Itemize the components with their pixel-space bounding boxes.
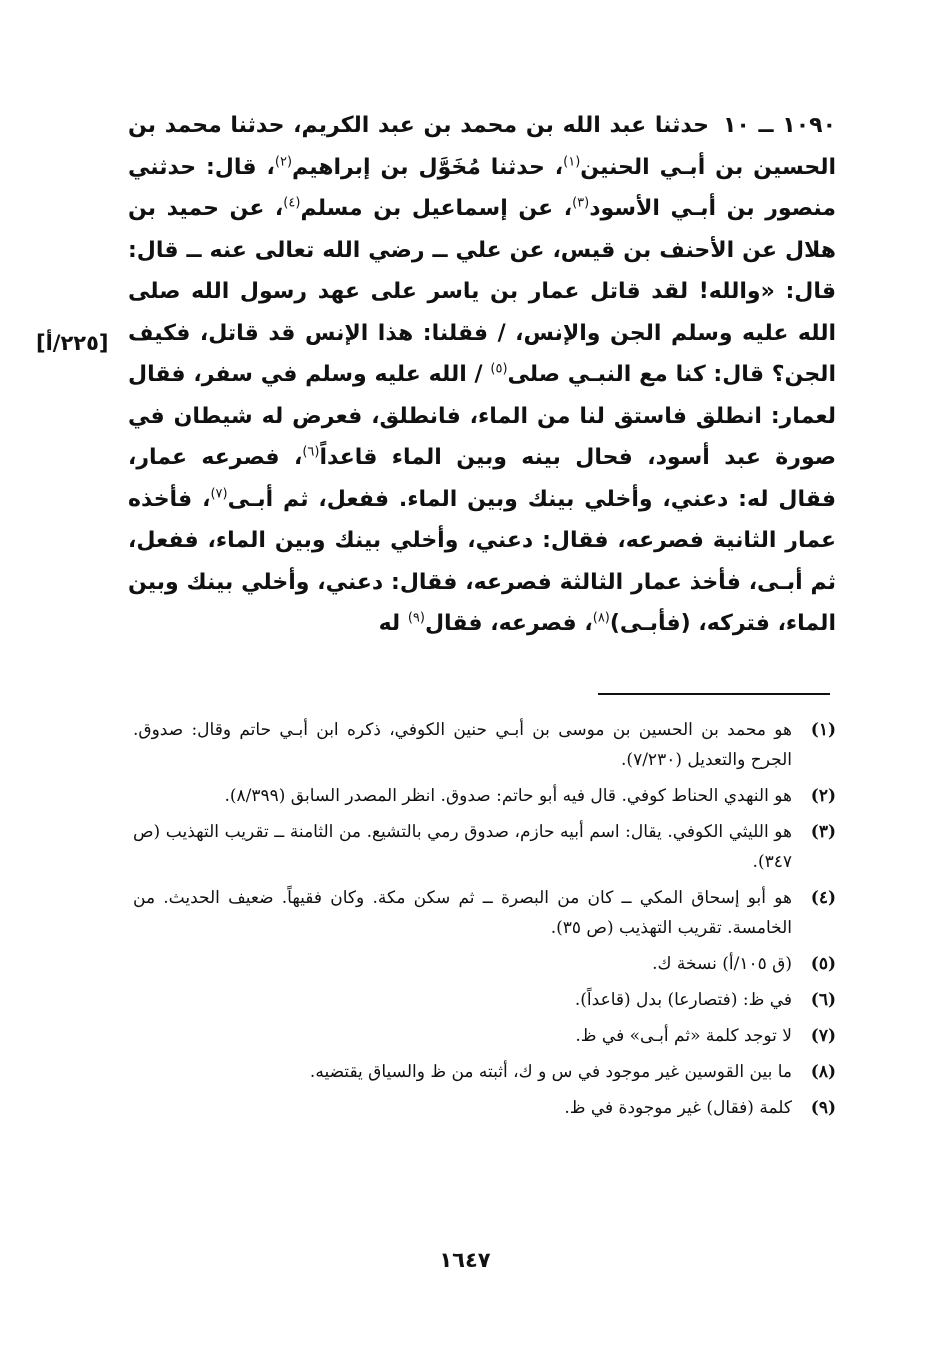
footnote-number: (١) [810, 720, 836, 740]
footnote-number: (٦) [810, 990, 836, 1010]
hadith-text-segment: / الله عليه وسلم في سفر، فقال لعمار: انطلق فاستق لنا من الماء، فانطلق، فعرض له شيطان في صورة عبد أسود، فحال بينه وبين الماء قاعداً [128, 362, 837, 470]
footnote-ref[interactable]: (٨) [592, 610, 610, 626]
footnotes-list [133, 715, 836, 1129]
hadith-text-segment: ، حدثنا مُخَوَّل بن إبراهيم [292, 154, 564, 180]
footnote-text: هو النهدي الحناط كوفي. قال فيه أبو حاتم: صدوق. انظر المصدر السابق (٨/٣٩٩). [224, 786, 792, 806]
footnote-text: ما بين القوسين غير موجود في س و ك، أثبته من ظ والسياق يقتضيه. [309, 1062, 792, 1082]
footnote-item [133, 949, 836, 979]
footnote-ref[interactable]: (٣) [572, 195, 590, 211]
footnote-item [133, 781, 836, 811]
footnote-text: في ظ: (فتصارعا) بدل (قاعداً). [574, 990, 792, 1010]
footnote-number: (٥) [810, 954, 836, 974]
footnote-ref[interactable]: (٢) [274, 154, 293, 170]
footnote-ref[interactable]: (١) [563, 154, 581, 170]
hadith-text-segment: له [378, 611, 408, 636]
footnote-item [133, 715, 836, 775]
hadith-number: ١٠٩٠ ــ ١٠ [722, 113, 837, 138]
footnote-number: (٤) [810, 888, 836, 908]
footnote-item [133, 1093, 836, 1123]
footnote-number: (٢) [810, 786, 836, 806]
footnote-text: لا توجد كلمة «ثم أبـى» في ظ. [575, 1026, 792, 1046]
footnote-item [133, 985, 836, 1015]
footnote-item [133, 817, 836, 877]
hadith-text-segment: ، عن إسماعيل بن مسلم [300, 196, 573, 221]
footnote-item [133, 883, 836, 943]
footnote-number: (٩) [810, 1098, 836, 1118]
hadith-text-segment: حدثنا عبد الله بن محمد بن عبد الكريم، حدثنا محمد بن الحسين بن أبـي الحنين [128, 113, 837, 180]
footnote-number: (٧) [810, 1026, 836, 1046]
footnote-text: هو أبو إسحاق المكي ــ كان من البصرة ــ ثم سكن مكة. وكان فقيهاً. ضعيف الحديث. من الخامسة. تقريب التهذيب (ص ٣٥). [133, 888, 792, 938]
footnote-ref[interactable]: (٧) [210, 486, 228, 502]
hadith-text-segment: ، فصرعه، فقال [424, 611, 593, 636]
hadith-text-segment: ، فصرعه عمار، فقال له: دعني، وأخلي بينك وبين الماء. ففعل، ثم أبـى [128, 445, 837, 512]
hadith-text-segment: ، قال: حدثني منصور بن أبـي الأسود [128, 154, 837, 221]
footnote-text: هو الليثي الكوفي. يقال: اسم أبيه حازم، صدوق رمي بالتشيع. من الثامنة ــ تقريب التهذيب (ص ٣٤٧). [133, 822, 792, 872]
hadith-text-segment: ، عن حميد بن هلال عن الأحنف بن قيس، عن علي ــ رضي الله تعالى عنه ــ قال: قال: «والله! لقد قاتل عمار بن ياسر على عهد رسول الله صلى الله عليه وسلم الجن والإنس، / فقلنا: هذا الإنس قد قاتل، فكيف الجن؟ قال: كنا مع النبـي صلى [128, 196, 836, 387]
manuscript-folio-marker: [٢٢٥/أ] [36, 331, 109, 355]
footnote-number: (٣) [810, 822, 836, 842]
footnote-text: كلمة (فقال) غير موجودة في ظ. [564, 1098, 792, 1118]
footnote-item [133, 1021, 836, 1051]
footnote-text: هو محمد بن الحسين بن موسى بن أبـي حنين الكوفي، ذكره ابن أبـي حاتم وقال: صدوق. الجرح والتعديل (٧/٢٣٠). [133, 720, 792, 770]
footnote-ref[interactable]: (٩) [407, 610, 425, 626]
footnote-ref[interactable]: (٥) [490, 361, 508, 377]
footnote-text: (ق ١٠٥/أ) نسخة ك. [652, 954, 792, 974]
hadith-body [128, 105, 836, 645]
footnote-ref[interactable]: (٦) [302, 444, 320, 460]
footnote-ref[interactable]: (٤) [283, 195, 301, 211]
hadith-text-segment: ، فأخذه عمار الثانية فصرعه، فقال: دعني، وأخلي بينك وبين الماء، ففعل، ثم أبـى، فأخذ عمار الثالثة فصرعه، فقال: دعني، وأخلي بينك وبين الماء، فتركه، (فأبـى) [128, 486, 836, 636]
page-number: ١٦٤٧ [439, 1248, 491, 1272]
footnote-item [133, 1057, 836, 1087]
footnote-separator [598, 693, 830, 695]
footnote-number: (٨) [810, 1062, 836, 1082]
